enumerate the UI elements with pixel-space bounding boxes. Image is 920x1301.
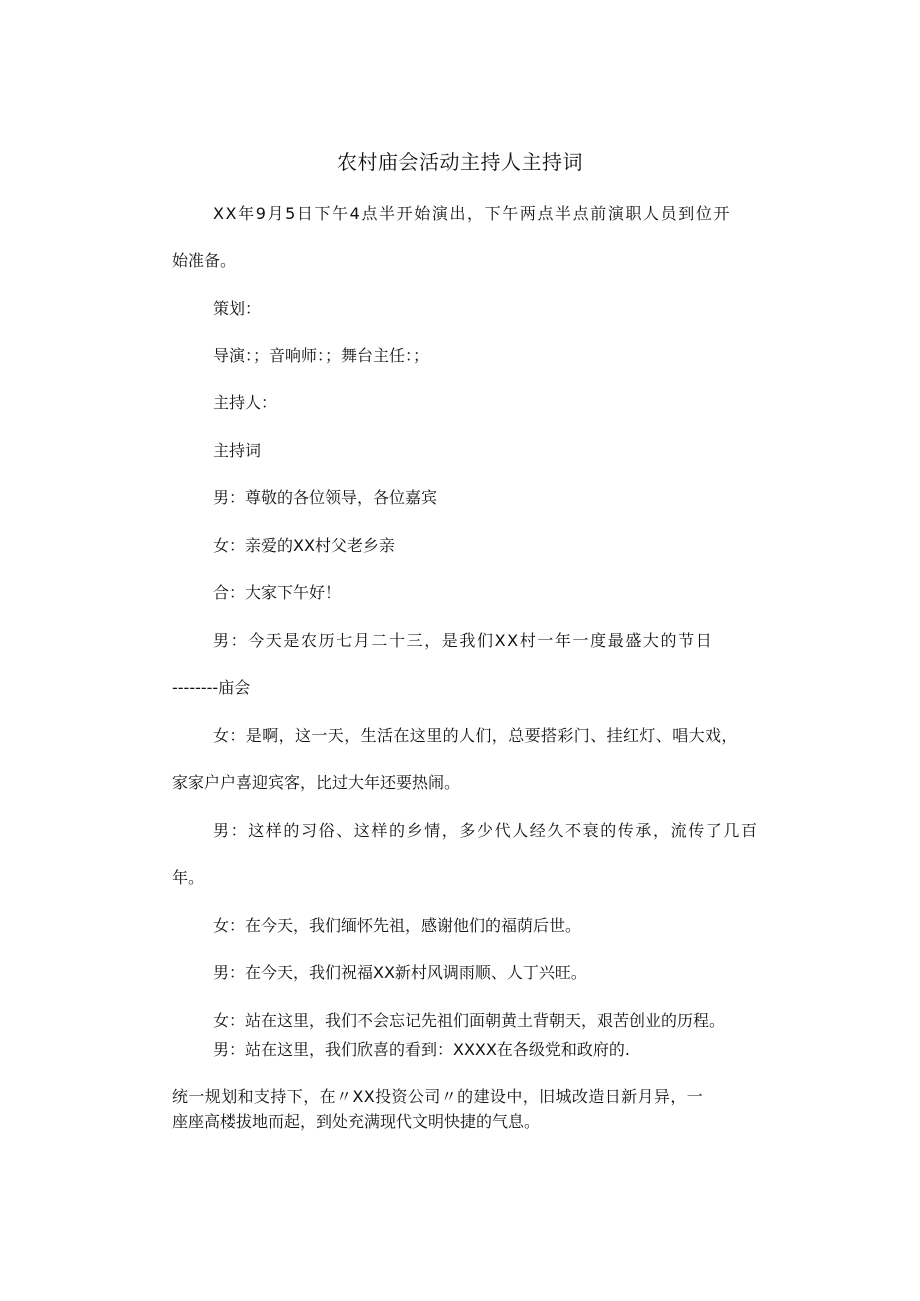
paragraph-line: 年。: [172, 868, 205, 887]
paragraph-line: 女：亲爱的XX村父老乡亲: [213, 536, 395, 555]
paragraph-line: 统一规划和支持下，在〃XX投资公司〃的建设中，旧城改造日新月异，一: [172, 1087, 704, 1106]
paragraph-line: 男：尊敬的各位领导，各位嘉宾: [213, 488, 438, 507]
paragraph-line: 女：是啊，这一天，生活在这里的人们，总要搭彩门、挂红灯、唱大戏，: [213, 726, 738, 745]
paragraph-line: 策划：: [213, 299, 262, 318]
paragraph-line: --------庙会: [172, 678, 251, 697]
paragraph-line: 家家户户喜迎宾客，比过大年还要热闹。: [172, 773, 461, 792]
paragraph-line: 导演：；音响师：；舞台主任：；: [213, 346, 430, 365]
paragraph-line: 女：站在这里，我们不会忘记先祖们面朝黄土背朝天，艰苦创业的历程。: [213, 1011, 726, 1030]
paragraph-line: 男：在今天，我们祝福XX新村风调雨顺、人丁兴旺。: [213, 963, 587, 982]
paragraph-line: XX年9月5日下午4点半开始演出，下午两点半点前演职人员到位开: [213, 204, 732, 223]
paragraph-line: 男：这样的习俗、这样的乡情，多少代人经久不衰的传承，流传了几百: [213, 821, 759, 840]
paragraph-line: 主持词: [213, 441, 262, 460]
document-title: 农村庙会活动主持人主持词: [337, 150, 583, 174]
paragraph-line: 合：大家下午好！: [213, 583, 342, 602]
paragraph-line: 男：今天是农历七月二十三，是我们XX村一年一度最盛大的节日: [213, 631, 714, 650]
paragraph-line: 主持人：: [213, 393, 278, 412]
paragraph-line: 始准备。: [172, 251, 237, 270]
paragraph-line: 男：站在这里，我们欣喜的看到：XXXX在各级党和政府的.: [213, 1040, 630, 1059]
paragraph-line: 座座高楼拔地而起，到处充满现代文明快捷的气息。: [172, 1112, 541, 1131]
paragraph-line: 女：在今天，我们缅怀先祖，感谢他们的福荫后世。: [213, 916, 582, 935]
